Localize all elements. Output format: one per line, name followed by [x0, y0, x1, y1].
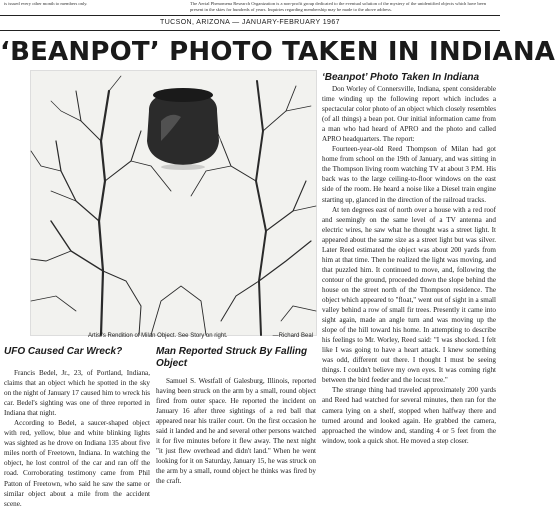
falling-object-story-body — [156, 376, 316, 487]
main-story-paragraph: At ten degrees east of north over a house with a red roof and seemingly on the same level of a TV antenna and electric wires, he saw what he thought was a street light. It appeared about the same size as a street light but was silver. Later Reed estimated the object was about 200 yards from him at that time. Then he realized the light was moving, and that puzzled him. It continued to move, and, following the contour of the ground, proceeded down the slope behind the house on the street north of the Thompson residence. The object which appeared to "float," went out of sight in a small valley behind a row of small fir trees. Presently it came into sight again, made an angle turn and was moving up the slope of the hill toward his home. In attempting to describe his feelings to Mr. Worley, Reed said: "I was shocked. I felt like I was going to have a heart attack. I knew something was odd, different out there. I thought I must be seeing things. I couldn't believe my own eyes. It was coming right between the bird feeder and the locust tree." — [322, 205, 496, 385]
main-story — [322, 72, 496, 500]
car-wreck-story-title: UFO Caused Car Wreck? — [4, 346, 123, 357]
photo-illustration — [31, 71, 316, 335]
photo-caption-text: Artist's Rendition of Milan Object. See Story on right. — [88, 333, 228, 339]
main-story-paragraph: The strange thing had traveled approximately 200 yards and Reed had watched for several minutes, then ran for the camera lying on a shelf, stopped when halfway there and turned around and looked again. He grabbed the camera, approached the window and, standing 4 or 5 feet from the window, took a quick shot. He moved a step closer. — [322, 386, 496, 445]
page-headline: ‘BEANPOT’ PHOTO TAKEN IN INDIANA — [0, 37, 555, 67]
car-wreck-story — [4, 346, 150, 508]
photo-credit: —Richard Beal — [272, 333, 313, 339]
falling-object-paragraph: Samuel S. Westfall of Galesburg, Illinois, reported having been struck on the arm by a small, round object fired from outer space. He reported the incident on January 16 after three sightings of a red ball that appeared near his trailer court. On the first occasion he said it landed and he and several other persons watched it for five minutes before it flew away. The next night "it just flew overhead and didn't land." When he went looking for it on Saturday, January 15, he was struck on the arm by a small, round object he thinks was fired by the craft. — [156, 377, 316, 486]
main-story-paragraph: Don Worley of Connersville, Indiana, spent considerable time winding up the following report which includes a spectacular color photo of an object which closely resembles (of all things) a bean pot. Our initial information came from a man who had heard of APRO and the photo and called APRO headquarters. The report: — [322, 85, 496, 144]
main-story-paragraph: Fourteen-year-old Reed Thompson of Milan had got home from school on the 19th of January, and was sitting in the Thompson living room watching TV at about 3 P.M. His back was to the large ceiling-to-floor windows on the east side of the room. He heard a noise like a Diesel train engine starting up, glanced in the direction of the railroad tracks. — [322, 145, 496, 204]
masthead — [0, 0, 500, 14]
falling-object-story-title: Man Reported Struck By Falling Object — [156, 346, 308, 369]
car-wreck-paragraph: Francis Bedel, Jr., 23, of Portland, Indiana, claims that an object which he spotted in the sky on the night of January 17 caused him to wreck his car. Bedel's sighting was one of three reported in Indiana that night. — [4, 369, 150, 418]
car-wreck-story-body — [4, 368, 150, 509]
ufo-photo — [30, 70, 317, 336]
dateline: TUCSON, ARIZONA — JANUARY-FEBRUARY 1967 — [0, 15, 500, 31]
car-wreck-paragraph: According to Bedel, a saucer-shaped object with red, yellow, blue and white blinking lights was sighted as he drove on Indiana 135 about five miles north of Freetown, Indiana. In watching the object, he lost control of the car and ran off the road. Corroborating testimony came from Phil Patton of Freetown, who said he saw the same or similar object about a mile from the accident scene. — [4, 419, 150, 508]
masthead-right-text: The Aerial Phenomena Research Organization is a non-profit group dedicated to the eventual solution of the mystery of the unidentified objects which have been present in the skies for hundreds of years. Inquiries regarding membership may be made to the above address. — [190, 1, 486, 12]
masthead-left-text: is issued every other month to members only. — [4, 1, 88, 6]
main-story-title: ‘Beanpot’ Photo Taken In Indiana — [322, 72, 480, 83]
photo-caption — [88, 333, 313, 339]
falling-object-story — [156, 346, 316, 500]
main-story-body — [322, 84, 496, 446]
beanpot-object — [147, 88, 219, 170]
